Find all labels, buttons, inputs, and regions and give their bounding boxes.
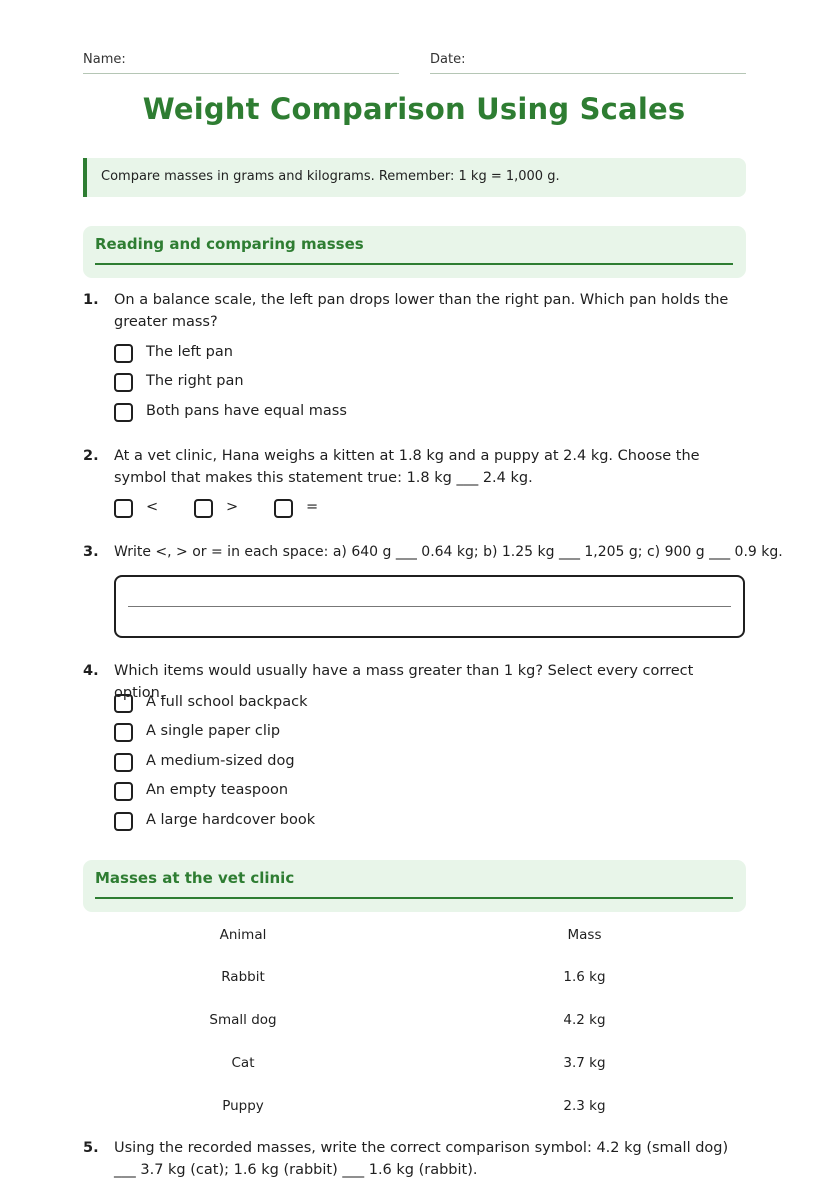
checkbox[interactable]: [114, 694, 133, 713]
name-label: Name:: [83, 52, 126, 67]
question-text: On a balance scale, the left pan drops lower than the right pan. Which pan holds the greater mass?: [114, 292, 729, 330]
answer-box[interactable]: [114, 575, 745, 638]
q1-option-3[interactable]: [114, 403, 414, 427]
question-5: [83, 1138, 746, 1181]
checkbox[interactable]: [114, 373, 133, 392]
option-label: <: [146, 499, 159, 515]
option-label: A medium-sized dog: [146, 753, 295, 769]
name-field[interactable]: [83, 52, 399, 74]
checkbox[interactable]: [194, 499, 213, 518]
page-title: Weight Comparison Using Scales: [142, 92, 686, 126]
q2-option-equal[interactable]: [274, 499, 344, 523]
section-header-vet: [83, 860, 746, 912]
checkbox[interactable]: [114, 753, 133, 772]
q2-option-greater-than[interactable]: [194, 499, 264, 523]
q4-option-5[interactable]: [114, 812, 414, 836]
checkbox[interactable]: [114, 344, 133, 363]
table-cell-mass: 1.6 kg: [563, 969, 606, 985]
q4-option-1[interactable]: [114, 694, 414, 718]
question-number: 2.: [83, 448, 99, 464]
checkbox[interactable]: [114, 403, 133, 422]
question-text: Using the recorded masses, write the correct comparison symbol: 4.2 kg (small dog) ___ 3.7 kg (cat); 1.6 kg (rabbit) ___ 1.6 kg (rabbit).: [114, 1140, 729, 1178]
table-cell-mass: 3.7 kg: [563, 1055, 606, 1071]
q2-option-less-than[interactable]: [114, 499, 184, 523]
q4-option-2[interactable]: [114, 723, 414, 747]
table-cell-animal: Puppy: [222, 1098, 264, 1114]
q1-option-2[interactable]: [114, 373, 414, 397]
option-label: Both pans have equal mass: [146, 403, 347, 419]
question-3: [83, 542, 783, 564]
date-label: Date:: [430, 52, 466, 67]
question-2: [83, 446, 746, 489]
table-cell-mass: 4.2 kg: [563, 1012, 606, 1028]
question-number: 5.: [83, 1140, 99, 1156]
option-label: The right pan: [146, 373, 244, 389]
checkbox[interactable]: [114, 499, 133, 518]
checkbox[interactable]: [114, 812, 133, 831]
option-label: A full school backpack: [146, 694, 308, 710]
question-number: 1.: [83, 292, 99, 308]
checkbox[interactable]: [274, 499, 293, 518]
option-label: The left pan: [146, 344, 233, 360]
table-cell-animal: Cat: [231, 1055, 255, 1071]
option-label: A single paper clip: [146, 723, 281, 739]
checkbox[interactable]: [114, 782, 133, 801]
checkbox[interactable]: [114, 723, 133, 742]
table-header-animal: Animal: [219, 927, 267, 943]
section-title: Reading and comparing masses: [95, 235, 733, 265]
option-label: >: [226, 499, 239, 515]
question-text: Which items would usually have a mass greater than 1 kg? Select every correct option.: [114, 663, 694, 701]
q4-option-3[interactable]: [114, 753, 414, 777]
option-label: A large hardcover book: [146, 812, 316, 828]
table-cell-animal: Small dog: [209, 1012, 277, 1028]
question-number: 4.: [83, 663, 99, 679]
table-header-mass: Mass: [567, 927, 602, 943]
option-label: =: [306, 499, 319, 515]
question-number: 3.: [83, 544, 99, 560]
question-text: At a vet clinic, Hana weighs a kitten at 1.8 kg and a puppy at 2.4 kg. Choose the symbol that makes this statement true: 1.8 kg ___ 2.4 kg.: [114, 448, 700, 486]
question-1: [83, 290, 746, 333]
date-field[interactable]: [430, 52, 746, 74]
table-cell-animal: Rabbit: [221, 969, 265, 985]
question-text: Write <, > or = in each space: a) 640 g ___ 0.64 kg; b) 1.25 kg ___ 1,205 g; c) 900 g ___ 0.9 kg.: [114, 544, 783, 560]
header-fields: [83, 52, 746, 74]
info-note: Compare masses in grams and kilograms. Remember: 1 kg = 1,000 g.: [83, 158, 746, 197]
q1-option-1[interactable]: [114, 344, 414, 368]
option-label: An empty teaspoon: [146, 782, 289, 798]
table-cell-mass: 2.3 kg: [563, 1098, 606, 1114]
answer-line: [128, 606, 731, 607]
q4-option-4[interactable]: [114, 782, 414, 806]
section-header-reading: [83, 226, 746, 278]
section-title: Masses at the vet clinic: [95, 869, 733, 899]
